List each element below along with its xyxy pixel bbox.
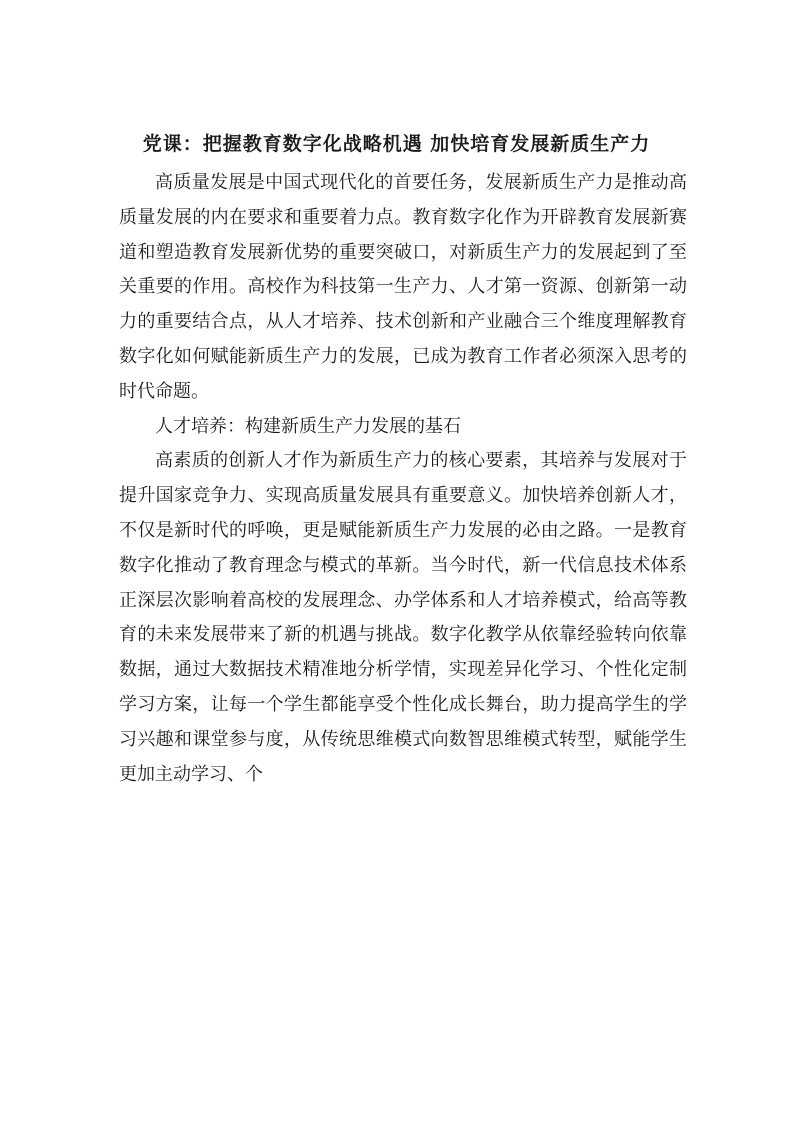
paragraph-talent: 高素质的创新人才作为新质生产力的核心要素，其培养与发展对于提升国家竞争力、实现高质量发展具有重要意义。加快培养创新人才，不仅是新时代的呼唤，更是赋能新质生产力发展的必由之路。一是教育数字化推动了教育理念与模式的革新。当今时代，新一代信息技术体系正深层次影响着高校的发展理念、办学体系和人才培养模式，给高等教育的未来发展带来了新的机遇与挑战。数字化教学从依靠经验转向依靠数据，通过大数据技术精准地分析学情，实现差异化学习、个性化定制学习方案，让每一个学生都能享受个性化成长舞台，助力提高学生的学习兴趣和课堂参与度，从传统思维模式向数智思维模式转型，赋能学生更加主动学习、个 — [119, 450, 687, 785]
document-body — [119, 166, 687, 792]
document-title: 党课：把握教育数字化战略机遇 加快培育发展新质生产力 — [142, 133, 651, 155]
paragraph-intro: 高质量发展是中国式现代化的首要任务，发展新质生产力是推动高质量发展的内在要求和重要着力点。教育数字化作为开辟教育发展新赛道和塑造教育发展新优势的重要突破口，对新质生产力的发展起到了至关重要的作用。高校作为科技第一生产力、人才第一资源、创新第一动力的重要结合点，从人才培养、技术创新和产业融合三个维度理解教育数字化如何赋能新质生产力的发展，已成为教育工作者必须深入思考的时代命题。 — [119, 172, 687, 402]
section-heading-talent: 人才培养：构建新质生产力发展的基石 — [155, 415, 461, 437]
